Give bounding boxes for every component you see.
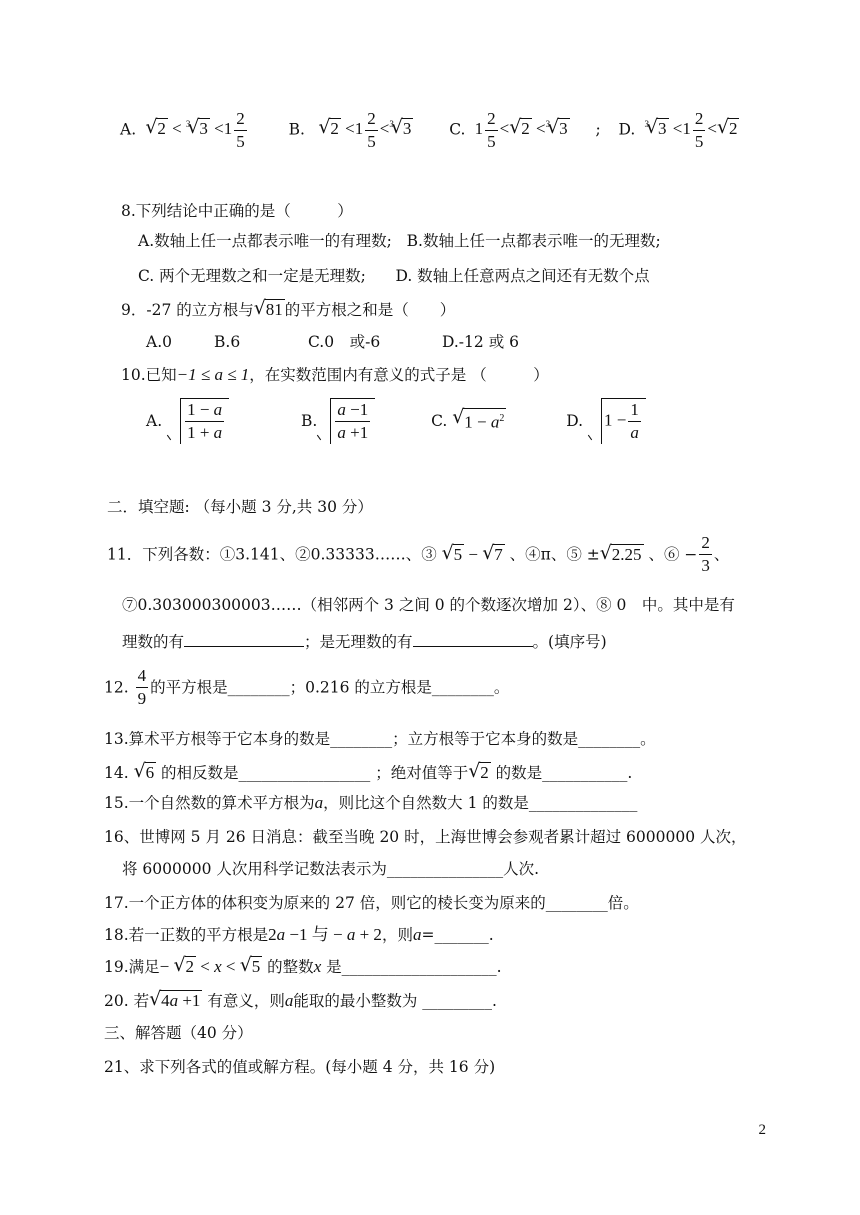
q9-option-b: B.6 [214, 333, 241, 351]
q12-fraction: $\frac{4}{9}$ [137, 666, 147, 708]
q20-text-post: 能取的最小整数为 _________. [293, 992, 497, 1010]
q17: 17.一个正方体的体积变为原来的 27 倍，则它的棱长变为原来的________倍。 [104, 894, 639, 912]
q21: 21、求下列各式的值或解方程。(每小题 4 分，共 16 分) [104, 1058, 496, 1076]
q11-item5-expr: √ 2.25 [600, 545, 644, 564]
q8-stem: 8.下列结论中正确的是（ ） [121, 202, 353, 220]
q15-text-post: ，则比这个自然数大 1 的数是______________ [323, 794, 638, 812]
q20 [104, 990, 497, 1012]
q7-option-b-expr: √ 2 <1 $\frac{2}{5}$ <$^3$√ 3 [310, 119, 413, 138]
q10-option-a-label: A. [146, 412, 163, 430]
q10-option-d-label: D. [566, 412, 584, 430]
section-fill-in-title: 二．填空题: （每小题 3 分,共 30 分） [107, 498, 373, 516]
q12-text: 的平方根是________；0.216 的立方根是________。 [150, 678, 510, 697]
q14-text-post: 的数是___________. [495, 764, 633, 782]
q18-text-pre: 18.若一正数的平方根是 [104, 926, 269, 944]
q9-option-c: C.0 或-6 [308, 333, 381, 351]
q14 [104, 762, 632, 784]
q10-stem [121, 364, 549, 386]
q19-var-x: x [313, 957, 322, 976]
q18-expr: 2a −1 与 − a + 2 [268, 925, 382, 944]
q10-option-a-expr: $\frac{1 - a}{1 + a}$ [180, 398, 229, 444]
q8-option-a: A.数轴上任一点都表示唯一的有理数; [138, 232, 392, 250]
q8-option-b: B.数轴上任一点都表示唯一的无理数; [406, 232, 661, 250]
q11-item3-expr: √ 5 − √ 7 [442, 545, 505, 564]
q10-option-d-expr: 1 − $\frac{1}{a}$ [601, 398, 646, 444]
q15-text-pre: 15.一个自然数的算术平方根为 [104, 794, 315, 812]
q20-text-mid: 有意义，则 [207, 992, 285, 1010]
q9-options [146, 331, 519, 353]
q20-sqrt-expr: √ 4a +1 [160, 990, 202, 1011]
q7-options [120, 108, 739, 153]
q14-sqrt6: √ 6 [145, 762, 157, 783]
q19-inequality: − √ 2 < x < √ 5 [160, 957, 263, 976]
q8-option-c: C. 两个无理数之和一定是无理数; [138, 267, 366, 285]
q7-option-c-expr: 1 $\frac{2}{5}$ <√ 2 <$^3$√ 3 [470, 119, 569, 138]
q16-line2: 将 6000000 人次用科学记数法表示为_______________人次. [122, 860, 540, 878]
q7-option-c-label: C. [449, 120, 466, 139]
q7-separator: ; [595, 120, 601, 139]
q9-option-a: A.0 [146, 333, 172, 351]
q9-sqrt: √ 81 [265, 299, 285, 320]
q18-text-post: ，则 [381, 926, 413, 944]
q16-line1: 16、世博网 5 月 26 日消息：截至当晚 20 时，上海世博会参观者累计超过 6000000 人次， [104, 828, 747, 846]
q18 [104, 924, 494, 946]
q11-text-end: 、 [713, 545, 730, 564]
q11-line1 [107, 532, 729, 576]
q18-var-a: a [412, 925, 422, 944]
q11-rational-label: 理数的有 [122, 633, 185, 651]
q11-irrational-blank[interactable] [413, 630, 533, 647]
q7-option-a-expr: √ 2 < $^3$√ 3 <1 $\frac{2}{5}$ [141, 119, 249, 138]
q11-text-post: 、⑥ − [648, 545, 698, 564]
page-number: 2 [758, 1122, 766, 1138]
q11-irrational-label: ；是无理数的有 [304, 633, 413, 651]
q10-text-post: ，在实数范围内有意义的式子是 （ ） [249, 366, 549, 384]
q15 [104, 792, 637, 814]
q20-var-a: a [284, 991, 294, 1010]
q11-line3 [122, 630, 607, 653]
q14-text-mid: 的相反数是_________________ ；绝对值等于 [161, 764, 469, 782]
q11-rational-blank[interactable] [184, 630, 304, 647]
q8-option-d: D. 数轴上任意两点之间还有无数个点 [395, 267, 650, 285]
q10-option-c-label: C. [431, 412, 448, 430]
q9-text-pre: 9．-27 的立方根与 [121, 301, 254, 319]
q13: 13.算术平方根等于它本身的数是________；立方根等于它本身的数是________。 [104, 730, 656, 748]
q7-option-d-expr: $^3$√ 3 <1 $\frac{2}{5}$ <√ 2 [640, 119, 739, 138]
q12-number: 12. [104, 678, 129, 697]
q9-stem [121, 299, 455, 321]
q11-text-pre: 11．下列各数：①3.141、②0.33333……、③ [107, 545, 437, 564]
q11-item6-fraction: $\frac{2}{3}$ [701, 533, 710, 575]
q7-option-a-label: A. [120, 120, 137, 139]
q8-options-row1 [138, 230, 661, 252]
q10-option-b-label: B. [301, 412, 318, 430]
q19-text-post: 的整数 [267, 958, 314, 976]
q20-text-pre: 20. 若 [104, 992, 150, 1010]
q14-sqrt2: √ 2 [479, 762, 491, 783]
q12 [104, 665, 509, 713]
q10-text-pre: 10.已知 [121, 366, 177, 384]
q8-options-row2 [138, 265, 650, 287]
section-solve-title: 三、解答题（40 分） [104, 1024, 253, 1042]
q10-condition: −1 ≤ a ≤ 1 [176, 365, 250, 384]
q11-line2: ⑦0.303000300003……（相邻两个 3 之间 0 的个数逐次增加 2）、⑧ 0 中。其中是有 [122, 596, 735, 614]
q10-options [146, 398, 646, 454]
q15-var-a: a [314, 793, 324, 812]
q18-text-end: =_______. [421, 926, 494, 944]
q19-text-pre: 19.满足 [104, 958, 160, 976]
q11-suffix: 。(填序号) [532, 633, 607, 651]
q10-option-b-expr: $\frac{a -1}{a +1}$ [330, 398, 375, 444]
q19 [104, 956, 502, 978]
q9-text-post: 的平方根之和是（ ） [284, 301, 456, 319]
q9-option-d: D.-12 或 6 [442, 333, 519, 351]
q10-option-c-expr: √ $1 - a^2$ [452, 413, 506, 432]
q7-option-b-label: B. [288, 120, 305, 139]
q7-option-d-label: D. [618, 120, 636, 139]
q14-number: 14. [104, 764, 129, 782]
q19-text-end: 是____________________. [326, 958, 502, 976]
q11-text-mid: 、④π、⑤ ± [509, 545, 600, 564]
